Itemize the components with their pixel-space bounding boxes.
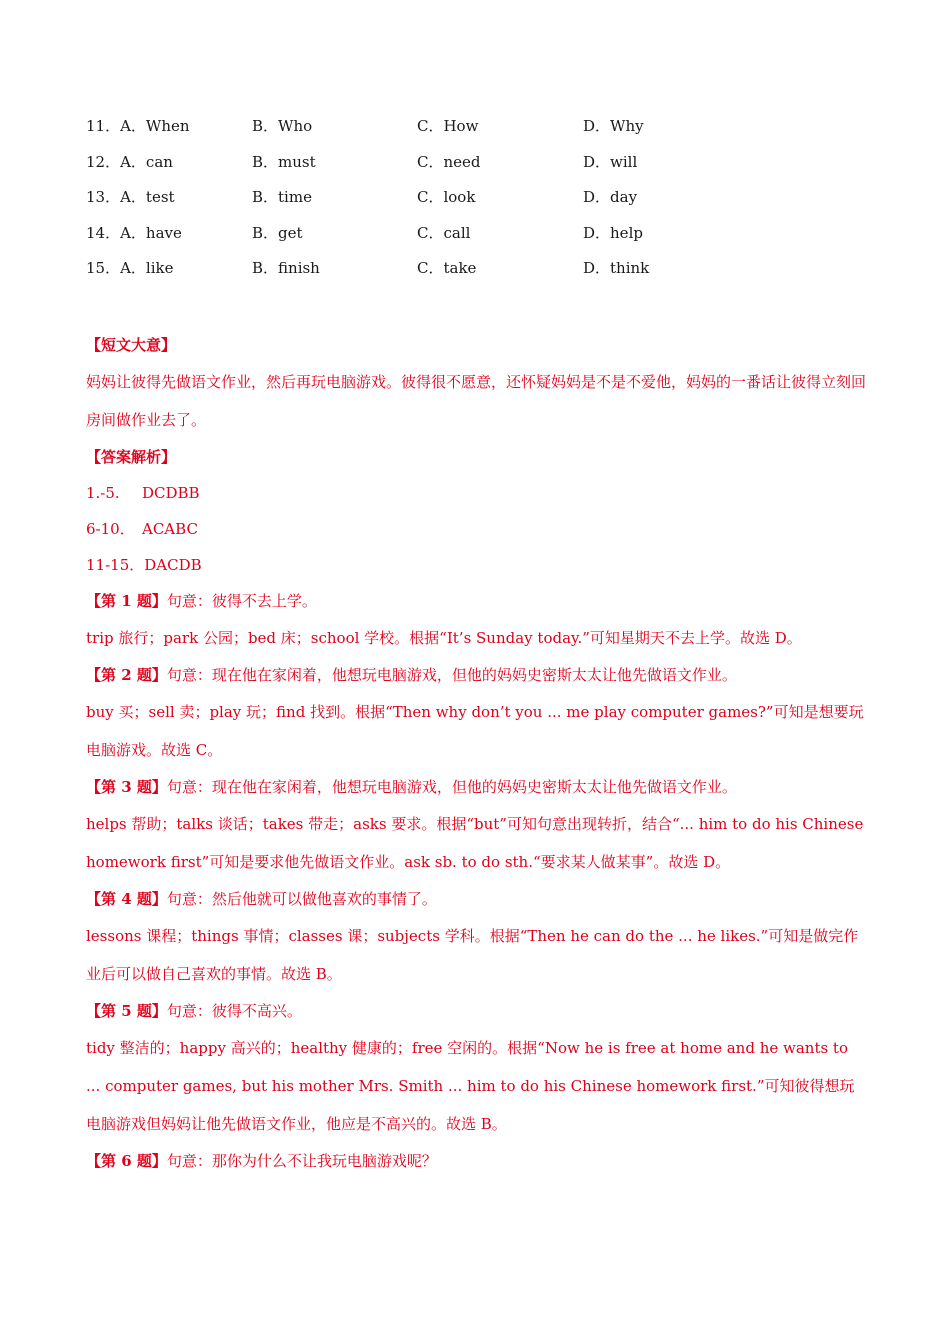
question-label: 【第 4 题】 xyxy=(86,889,167,908)
option-c: C．call xyxy=(417,223,471,242)
question-label: 【第 3 题】 xyxy=(86,777,167,796)
option-c: C．look xyxy=(417,188,476,206)
answer-row xyxy=(86,547,866,583)
question-meaning: 句意：现在他在家闲着，他想玩电脑游戏，但他的妈妈史密斯太太让他先做语文作业。 xyxy=(166,665,737,684)
question-2-meaning xyxy=(86,657,866,693)
option-row-14 xyxy=(86,219,866,255)
answer-key: DACDB xyxy=(144,555,202,574)
summary-text: 妈妈让彼得先做语文作业，然后再玩电脑游戏。彼得很不愿意，还怀疑妈妈是不是不爱他，妈妈的一番话让彼得立刻回房间做作业去了。 xyxy=(86,372,867,429)
option-table xyxy=(86,112,866,290)
option-c: C．How xyxy=(417,117,479,135)
answer-row xyxy=(86,475,866,511)
analysis-heading: 【答案解析】 xyxy=(86,447,177,466)
option-a: 13．A．test xyxy=(86,188,175,206)
option-d: D．day xyxy=(583,188,638,206)
question-2-explain: buy 买；sell 卖；play 玩；find 找到。根据“Then why don’t you ... me play computer games?”可知是想要玩电脑游戏。故选 C。 xyxy=(86,702,864,759)
option-b: B．must xyxy=(252,152,316,171)
question-3-explain: helps 帮助；talks 谈话；takes 带走；asks 要求。根据“but”可知句意出现转折，结合“... him to do his Chinese homework first”可知是要求他先做语文作业。ask sb. to do sth.“要求某人做某事”。故选 D。 xyxy=(86,814,864,871)
question-meaning: 句意：然后他就可以做他喜欢的事情了。 xyxy=(166,889,437,908)
question-meaning: 句意：彼得不高兴。 xyxy=(166,1001,302,1020)
option-row-13 xyxy=(86,183,866,219)
option-a: 11．A．When xyxy=(86,117,190,135)
summary-heading: 【短文大意】 xyxy=(86,335,177,354)
question-meaning: 句意：现在他在家闲着，他想玩电脑游戏，但他的妈妈史密斯太太让他先做语文作业。 xyxy=(166,777,737,796)
option-b: B．get xyxy=(252,223,303,242)
question-3-meaning xyxy=(86,769,866,805)
question-5-explain: tidy 整洁的；happy 高兴的；healthy 健康的；free 空闲的。根据“Now he is free at home and he wants to ... computer games, but his mother Mrs. Smith ... him to do his Chinese homework first.”可知彼得想玩电脑游戏但妈妈让他先做语文作业，他应是不高兴的。故选 B。 xyxy=(86,1038,855,1133)
option-d: D．help xyxy=(583,223,643,242)
answer-row xyxy=(86,511,866,547)
option-d: D．will xyxy=(583,152,638,171)
answer-range: 6-10． xyxy=(86,519,135,538)
option-c: C．take xyxy=(417,259,477,277)
answer-range: 11-15． xyxy=(86,555,145,574)
question-label: 【第 6 题】 xyxy=(86,1151,167,1170)
option-row-15 xyxy=(86,254,866,290)
answer-key: DCDBB xyxy=(142,483,200,502)
option-a: 15．A．like xyxy=(86,259,174,277)
option-c: C．need xyxy=(417,152,481,171)
option-a: 14．A．have xyxy=(86,223,182,242)
option-b: B．Who xyxy=(252,117,313,135)
question-label: 【第 2 题】 xyxy=(86,665,167,684)
answer-key: ACABC xyxy=(142,519,198,538)
option-a: 12．A．can xyxy=(86,152,173,171)
option-row-11 xyxy=(86,112,866,148)
question-1-meaning xyxy=(86,583,866,619)
option-d: D．Why xyxy=(583,117,644,135)
question-4-explain: lessons 课程；things 事情；classes 课；subjects 学科。根据“Then he can do the ... he likes.”可知是做完作业后可以做自己喜欢的事情。故选 B。 xyxy=(86,926,859,983)
question-label: 【第 5 题】 xyxy=(86,1001,167,1020)
question-label: 【第 1 题】 xyxy=(86,591,167,610)
question-4-meaning xyxy=(86,881,866,917)
answer-range: 1.-5. xyxy=(86,483,120,502)
option-b: B．time xyxy=(252,188,312,206)
question-meaning: 句意：彼得不去上学。 xyxy=(166,591,317,610)
option-b: B．finish xyxy=(252,259,320,277)
question-1-explain: trip 旅行；park 公园；bed 床；school 学校。根据“It’s Sunday today.”可知星期天不去上学。故选 D。 xyxy=(86,628,802,647)
document-page xyxy=(86,112,866,1179)
question-meaning: 句意：那你为什么不让我玩电脑游戏呢？ xyxy=(166,1151,437,1170)
question-5-meaning xyxy=(86,993,866,1029)
option-row-12 xyxy=(86,148,866,184)
question-6-meaning xyxy=(86,1143,866,1179)
option-d: D．think xyxy=(583,259,650,277)
